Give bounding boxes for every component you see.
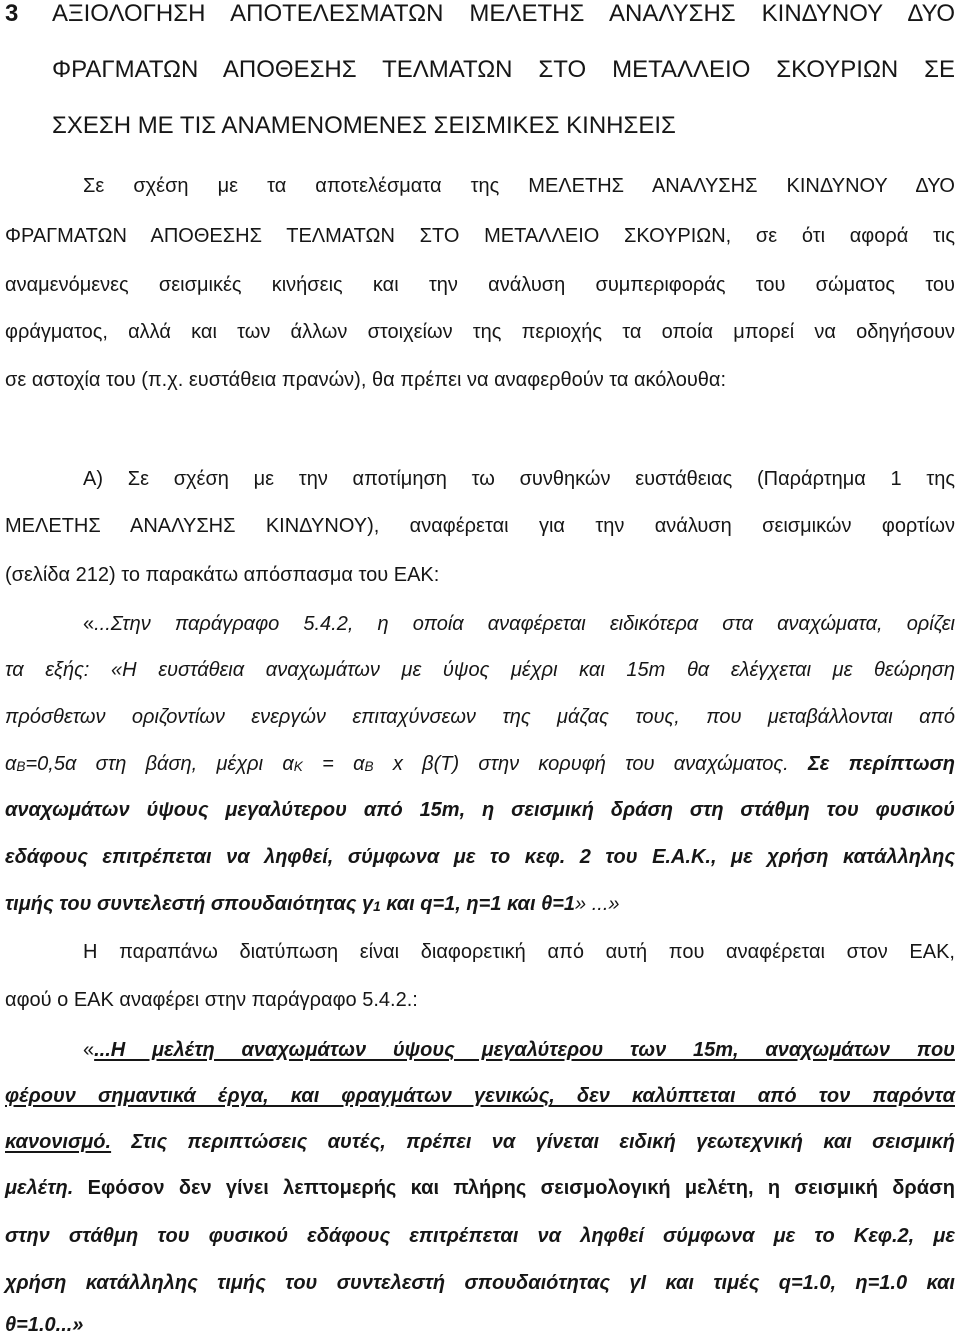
bold-quote-text-run: τιμής του συντελεστή σπουδαιότητας γ — [5, 893, 374, 915]
quote-line — [5, 1177, 955, 1199]
section-title-line: ΦΡΑΓΜΑΤΩΝ ΑΠΟΘΕΣΗΣ ΤΕΛΜΑΤΩΝ ΣΤΟ ΜΕΤΑΛΛΕΙΟ ΣΚΟΥΡΙΩΝ ΣΕ — [52, 56, 955, 83]
quote-text-run: πρόσθετων οριζοντίων ενεργών επιταχύνσεων της μάζας τους, που μεταβάλλονται από — [5, 706, 955, 728]
subscript-letter: Β — [16, 759, 26, 775]
subscript-letter: Β — [364, 759, 374, 775]
bold-quote-text-run: Στις περιπτώσεις αυτές, πρέπει να γίνεται ειδική γεωτεχνική και σεισμική — [111, 1131, 955, 1153]
underlined-text-run: κανονισμό. — [5, 1131, 112, 1153]
quote-line — [5, 1131, 955, 1153]
paragraph-line: σε αστοχία του (π.χ. ευστάθεια πρανών), θα πρέπει να αναφερθούν τα ακόλουθα: — [5, 369, 727, 391]
quote-line — [5, 706, 955, 728]
paragraph-line: Σε σχέση με τα αποτελέσματα της ΜΕΛΕΤΗΣ ΑΝΑΛΥΣΗΣ ΚΙΝΔΥΝΟΥ ΔΥΟ — [83, 175, 955, 197]
paragraph-line: ΦΡΑΓΜΑΤΩΝ ΑΠΟΘΕΣΗΣ ΤΕΛΜΑΤΩΝ ΣΤΟ ΜΕΤΑΛΛΕΙΟ ΣΚΟΥΡΙΩΝ, σε ότι αφορά τις — [5, 225, 955, 247]
quote-text-run: τα εξής: «Η ευστάθεια αναχωμάτων με ύψος μέχρι και 15m θα ελέγχεται με θεώρηση — [5, 659, 955, 681]
paragraph-line: (σελίδα 212) το παρακάτω απόσπασμα του ΕΑΚ: — [5, 564, 440, 586]
quote-line — [5, 846, 955, 868]
quote-text-run: ...Στην παράγραφο 5.4.2, η οποία αναφέρεται ειδικότερα στα αναχώματα, ορίζει — [94, 613, 955, 635]
bold-text-run: Εφόσον δεν γίνει λεπτομερής και πλήρης σεισμολογική μελέτη, η σεισμική δράση — [73, 1177, 955, 1199]
quote-line — [5, 753, 955, 778]
quote-text-run: =0,5α στη βάση, μέχρι α — [25, 753, 294, 775]
quote-text-run: = α — [302, 753, 365, 775]
quote-mark: « — [83, 1039, 95, 1061]
quote-line — [5, 893, 955, 918]
underlined-text-run: ...Η μελέτη αναχωμάτων ύψους μεγαλύτερου των 15m, αναχωμάτων που — [94, 1039, 955, 1061]
bold-quote-text-run: μελέτη. — [5, 1177, 74, 1199]
bold-quote-text-run: χρήση κατάλληλης τιμής του συντελεστή σπουδαιότητας γΙ και τιμές q=1.0, η=1.0 και — [5, 1272, 955, 1294]
quote-line — [83, 1039, 955, 1061]
bold-quote-text-run: αναχωμάτων ύψους μεγαλύτερου από 15m, η σεισμική δράση στη στάθμη του φυσικού — [5, 799, 955, 821]
quote-line — [5, 1085, 955, 1107]
bold-quote-text-run: στην στάθμη του φυσικού εδάφους επιτρέπεται να ληφθεί σύμφωνα με το Κεφ.2, με — [5, 1225, 955, 1247]
bold-quote-text-run: και q=1, η=1 και θ=1 — [380, 893, 576, 915]
quote-line — [83, 613, 955, 635]
quote-text-run: α — [5, 753, 17, 775]
paragraph-line: αναμενόμενες σεισμικές κινήσεις και την ανάλυση συμπεριφοράς του σώματος του — [5, 274, 955, 296]
subscript-letter: Κ — [293, 759, 303, 775]
underlined-text-run: φέρουν σημαντικά έργα, και φραγμάτων γενικώς, δεν καλύπτεται από τον παρόντα — [5, 1085, 955, 1107]
quote-line — [5, 799, 955, 821]
subscript-letter: 1 — [373, 899, 381, 915]
quote-mark: « — [83, 613, 95, 635]
paragraph-line: φράγματος, αλλά και των άλλων στοιχείων της περιοχής τα οποία μπορεί να οδηγήσουν — [5, 321, 955, 343]
paragraph-line: αφού ο ΕΑΚ αναφέρει στην παράγραφο 5.4.2.: — [5, 989, 418, 1011]
quote-line — [5, 1314, 955, 1336]
quote-line — [5, 1272, 955, 1294]
quote-mark: » ...» — [575, 893, 620, 915]
paragraph-line: ΜΕΛΕΤΗΣ ΑΝΑΛΥΣΗΣ ΚΙΝΔΥΝΟΥ), αναφέρεται για την ανάλυση σεισμικών φορτίων — [5, 515, 955, 537]
section-title-line: ΣΧΕΣΗ ΜΕ ΤΙΣ ΑΝΑΜΕΝΟΜΕΝΕΣ ΣΕΙΣΜΙΚΕΣ ΚΙΝΗΣΕΙΣ — [52, 112, 676, 139]
paragraph-line: Η παραπάνω διατύπωση είναι διαφορετική από αυτή που αναφέρεται στον ΕΑΚ, — [83, 941, 955, 963]
quote-line — [5, 1225, 955, 1247]
bold-quote-text-run: θ=1.0...» — [5, 1314, 84, 1336]
quote-line — [5, 659, 955, 681]
paragraph-line: Α) Σε σχέση με την αποτίμηση τω συνθηκών ευστάθειας (Παράρτημα 1 της — [83, 468, 955, 490]
section-number: 3 — [5, 0, 19, 27]
section-title-line: ΑΞΙΟΛΟΓΗΣΗ ΑΠΟΤΕΛΕΣΜΑΤΩΝ ΜΕΛΕΤΗΣ ΑΝΑΛΥΣΗΣ ΚΙΝΔΥΝΟΥ ΔΥΟ — [52, 0, 955, 27]
bold-quote-text-run: εδάφους επιτρέπεται να ληφθεί, σύμφωνα με το κεφ. 2 του Ε.Α.Κ., με χρήση κατάλληλης — [5, 846, 955, 868]
quote-text-run: x β(Τ) στην κορυφή του αναχώματος. — [373, 753, 808, 775]
bold-quote-text-run: Σε περίπτωση — [808, 753, 956, 775]
